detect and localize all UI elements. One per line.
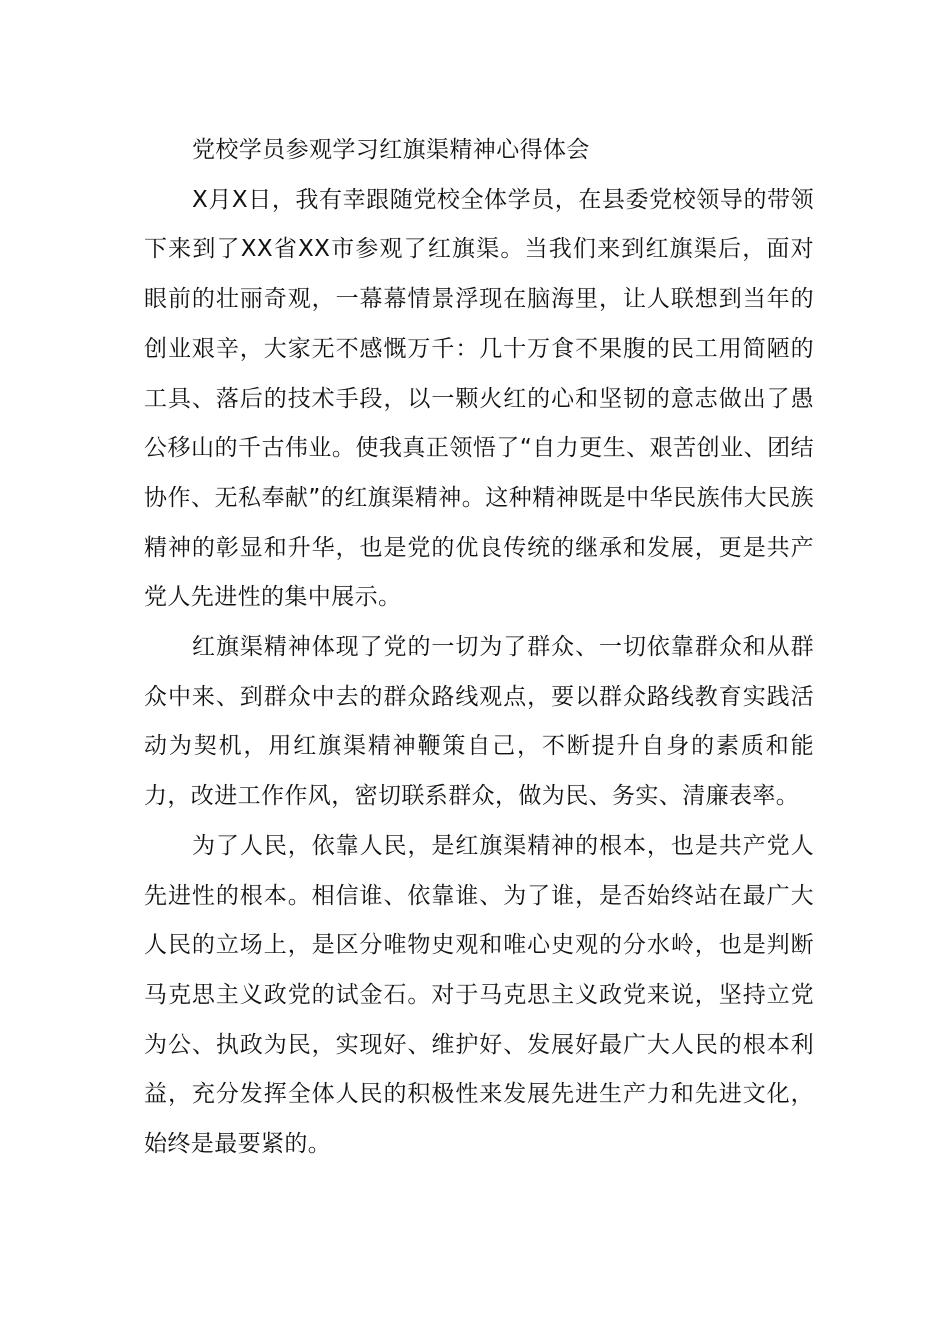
paragraph-2: 红旗渠精神体现了党的一切为了群众、一切依靠群众和从群众中来、到群众中去的群众路线观点，要以群众路线教育实践活动为契机，用红旗渠精神鞭策自己，不断提升自身的素质和能力，改进工作作风，密切联系群众，做为民、务实、清廉表率。: [144, 634, 814, 810]
paragraph-3: 为了人民，依靠人民，是红旗渠精神的根本，也是共产党人先进性的根本。相信谁、依靠谁、为了谁，是否始终站在最广大人民的立场上，是区分唯物史观和唯心史观的分水岭，也是判断马克思主义政党的试金石。对于马克思主义政党来说，坚持立党为公、执政为民，实现好、维护好、发展好最广大人民的根本利益，充分发挥全体人民的积极性来发展先进生产力和先进文化，始终是最要紧的。: [144, 832, 814, 1158]
document-title: 党校学员参观学习红旗渠精神心得体会: [192, 137, 590, 163]
paragraph-1: X月X日，我有幸跟随党校全体学员，在县委党校领导的带领下来到了XX省XX市参观了红旗渠。当我们来到红旗渠后，面对眼前的壮丽奇观，一幕幕情景浮现在脑海里，让人联想到当年的创业艰辛，大家无不感慨万千：几十万食不果腹的民工用简陋的工具、落后的技术手段，以一颗火红的心和坚韧的意志做出了愚公移山的千古伟业。使我真正领悟了“自力更生、艰苦创业、团结协作、无私奉献”的红旗渠精神。这种精神既是中华民族伟大民族精神的彰显和升华，也是党的优良传统的继承和发展，更是共产党人先进性的集中展示。: [144, 186, 814, 611]
document-body: [144, 126, 814, 1170]
